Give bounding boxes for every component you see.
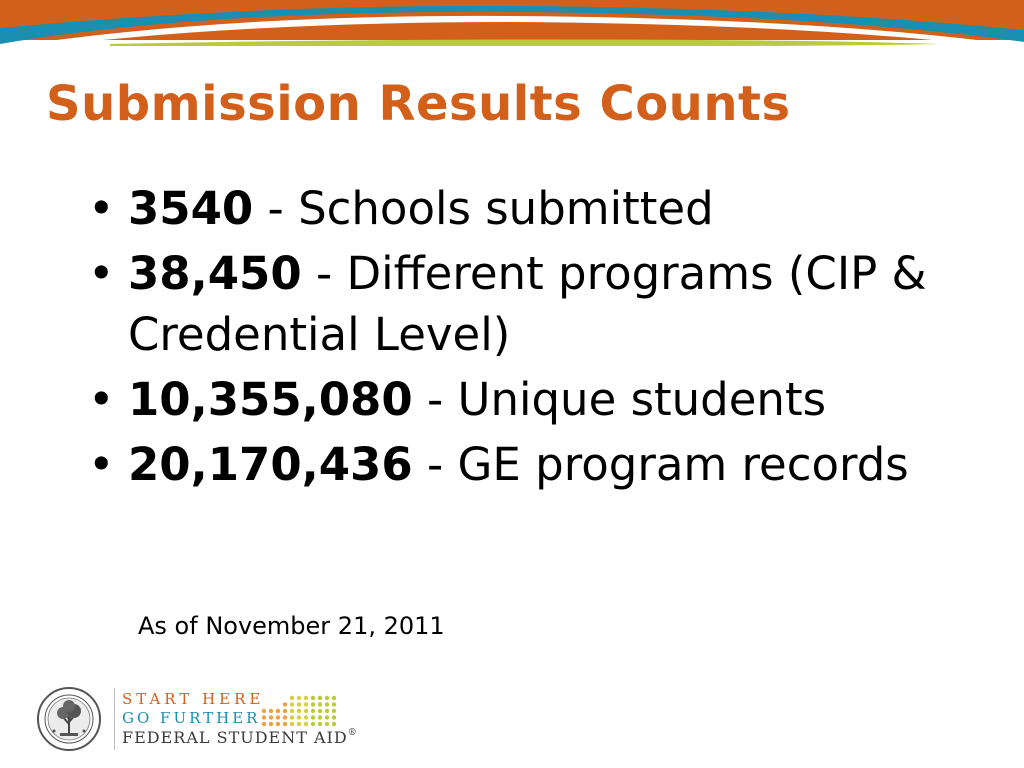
logo-dot	[269, 715, 273, 719]
logo-dot	[297, 709, 301, 713]
logo-dot	[318, 696, 322, 700]
logo-dot	[318, 709, 322, 713]
logo-dot	[262, 722, 266, 726]
bullet-number: 20,170,436	[128, 438, 413, 491]
logo-federal-student-aid	[122, 728, 358, 747]
logo-dot	[297, 696, 301, 700]
logo-fsa-text: FEDERAL STUDENT AID	[122, 728, 348, 747]
department-of-education-seal-icon	[36, 686, 102, 752]
logo-dot	[325, 722, 329, 726]
logo-dot	[290, 715, 294, 719]
logo-dot	[325, 696, 329, 700]
green-swoosh	[110, 40, 940, 47]
logo-dot	[290, 702, 294, 706]
logo-go-further: GO FURTHER	[122, 709, 261, 727]
logo-dot	[276, 709, 280, 713]
logo-dot	[262, 715, 266, 719]
bullet-dot: •	[88, 247, 115, 300]
logo-dot	[304, 715, 308, 719]
logo-dots-icon	[260, 694, 340, 728]
logo-dot	[318, 702, 322, 706]
bullet-list	[88, 178, 988, 499]
federal-student-aid-logo	[30, 680, 360, 760]
logo-dot	[311, 715, 315, 719]
bullet-number: 10,355,080	[128, 373, 413, 426]
logo-dot	[283, 722, 287, 726]
logo-dot	[304, 709, 308, 713]
logo-dot	[311, 696, 315, 700]
logo-dot	[311, 702, 315, 706]
bullet-item	[88, 434, 988, 495]
logo-dot	[332, 696, 336, 700]
logo-dot	[332, 715, 336, 719]
bullet-dot: •	[88, 182, 115, 235]
bullet-item	[88, 178, 988, 239]
logo-dot	[290, 722, 294, 726]
bullet-text: - GE program records	[412, 438, 909, 491]
logo-dot	[325, 715, 329, 719]
bullet-dot: •	[88, 438, 115, 491]
logo-divider	[114, 688, 115, 750]
logo-dot	[325, 702, 329, 706]
logo-dot	[276, 715, 280, 719]
registered-mark: ®	[347, 728, 358, 738]
logo-dot	[304, 696, 308, 700]
logo-dot	[318, 715, 322, 719]
logo-dot	[332, 709, 336, 713]
bullet-number: 3540	[128, 182, 254, 235]
logo-dot	[290, 709, 294, 713]
logo-dot	[304, 722, 308, 726]
bullet-text: - Unique students	[412, 373, 827, 426]
bullet-number: 38,450	[128, 247, 302, 300]
logo-dot	[297, 722, 301, 726]
slide-title: Submission Results Counts	[46, 76, 791, 132]
logo-dot	[283, 702, 287, 706]
bullet-text: - Different programs (CIP & Credential Level)	[128, 247, 927, 361]
bullet-item	[88, 243, 988, 365]
logo-dot	[297, 715, 301, 719]
logo-dot	[297, 702, 301, 706]
bullet-dot: •	[88, 373, 115, 426]
header-swoosh-band	[0, 0, 1024, 60]
logo-dot	[269, 722, 273, 726]
logo-dot	[325, 709, 329, 713]
as-of-date: As of November 21, 2011	[138, 612, 445, 640]
logo-dot	[283, 709, 287, 713]
logo-dot	[304, 702, 308, 706]
logo-dot	[332, 722, 336, 726]
logo-dot	[311, 709, 315, 713]
bullet-text: - Schools submitted	[253, 182, 714, 235]
bullet-item	[88, 369, 988, 430]
logo-dot	[332, 702, 336, 706]
logo-dot	[283, 715, 287, 719]
logo-start-here: START HERE	[122, 690, 265, 708]
logo-dot	[262, 709, 266, 713]
logo-dot	[311, 722, 315, 726]
logo-dot	[318, 722, 322, 726]
logo-dot	[269, 709, 273, 713]
logo-dot	[276, 722, 280, 726]
logo-dot	[290, 696, 294, 700]
